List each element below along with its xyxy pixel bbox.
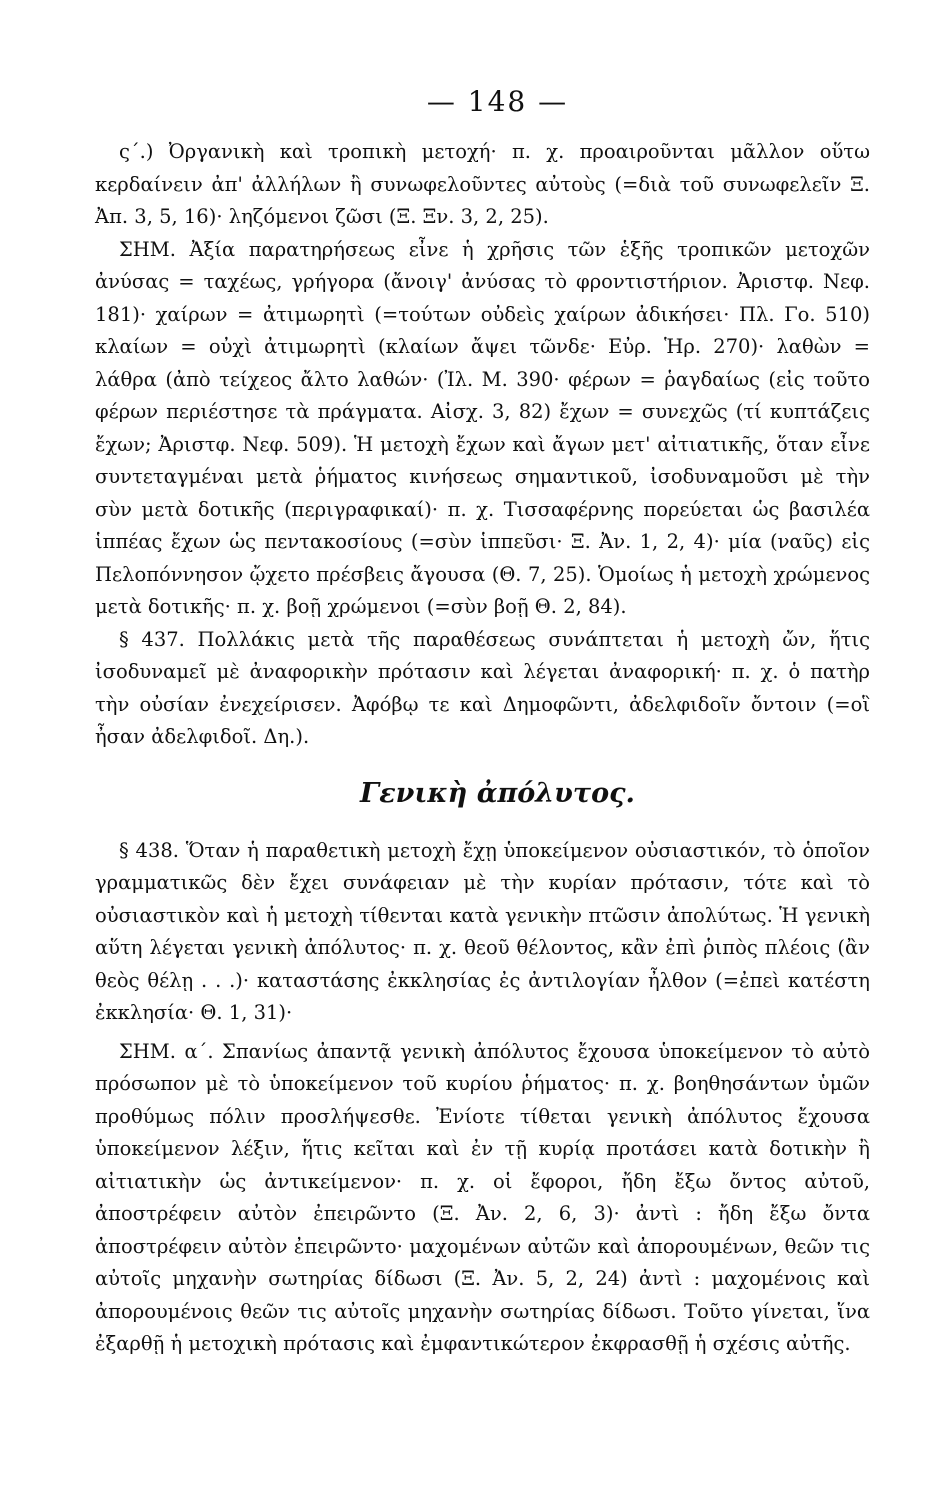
paragraph-organic-participle: ς΄.) Ὀργανικὴ καὶ τροπικὴ μετοχή· π. χ. προαιροῦνται μᾶλλον οὕτω κερδαίνειν ἀπ' ἀλλήλων ἢ συνωφελοῦντες αὐτοὺς (=διὰ τοῦ συνωφελεῖν Ξ. Ἀπ. 3, 5, 16)· ληζόμενοι ζῶσι (Ξ. Ξν. 3, 2, 25). xyxy=(95,140,870,228)
section-title: Γενικὴ ἀπόλυτος. xyxy=(360,777,635,809)
note-genitive-absolute: ΣΗΜ. α΄. Σπανίως ἀπαντᾷ γενικὴ ἀπόλυτος ἔχουσα ὑποκείμενον τὸ αὐτὸ πρόσωπον μὲ τὸ ὑποκείμενον τοῦ κυρίου ῥήματος· π. χ. βοηθησάντων ὑμῶν προθύμως πόλιν προσλήψεσθε. Ἐνίοτε τίθεται γενικὴ ἀπόλυτος ἔχουσα ὑποκείμενον λέξιν, ἥτις κεῖται καὶ ἐν τῇ κυρίᾳ προτάσει κατὰ δοτικὴν ἢ αἰτιατικὴν ὡς ἀντικείμενον· π. χ. οἱ ἔφοροι, ἤδη ἔξω ὄντος αὐτοῦ, ἀποστρέφειν αὐτὸν ἐπειρῶντο (Ξ. Ἀν. 2, 6, 3)· ἀντὶ : ἤδη ἔξω ὄντα ἀποστρέφειν αὐτὸν ἐπειρῶντο· μαχομένων αὐτῶν καὶ ἀπορουμένων, θεῶν τις αὐτοῖς μηχανὴν σωτηρίας δίδωσι (Ξ. Ἀν. 5, 2, 24) ἀντὶ : μαχομένοις καὶ ἀπορουμένοις θεῶν τις αὐτοῖς μηχανὴν σωτηρίας δίδωσι. Τοῦτο γίνεται, ἵνα ἐξαρθῇ ἡ μετοχικὴ πρότασις καὶ ἐμφαντικώτερον ἐκφρασθῇ ἡ σχέσις αὐτῆς. xyxy=(95,1039,870,1355)
paragraph-437: § 437. Πολλάκις μετὰ τῆς παραθέσεως συνάπτεται ἡ μετοχὴ ὤν, ἥτις ἰσοδυναμεῖ μὲ ἀναφορικὴν πρότασιν καὶ λέγεται ἀναφορική· π. χ. ὁ πατὴρ τὴν οὐσίαν ἐνεχείρισεν. Ἀφόβῳ τε καὶ Δημοφῶντι, ἀδελφιδοῖν ὄντοιν (=οἳ ἦσαν ἀδελφιδοῖ. Δη.). xyxy=(95,627,870,748)
paragraph-438: § 438. Ὅταν ἡ παραθετικὴ μετοχὴ ἔχῃ ὑποκείμενον οὐσιαστικόν, τὸ ὁποῖον γραμματικῶς δὲν ἔχει συνάφειαν μὲ τὴν κυρίαν πρότασιν, τότε καὶ τὸ οὐσιαστικὸν καὶ ἡ μετοχὴ τίθενται κατὰ γενικὴν πτῶσιν ἀπολύτως. Ἡ γενικὴ αὕτη λέγεται γενικὴ ἀπόλυτος· π. χ. θεοῦ θέλοντος, κἂν ἐπὶ ῥιπὸς πλέοις (ἂν θεὸς θέλῃ . . .)· καταστάσης ἐκκλησίας ἐς ἀντιλογίαν ἦλθον (=ἐπεὶ κατέστη ἐκκλησία· Θ. 1, 31)· xyxy=(95,838,870,1024)
page-number: — 148 — xyxy=(426,85,569,118)
note-modal-participles: ΣΗΜ. Ἀξία παρατηρήσεως εἶνε ἡ χρῆσις τῶν ἑξῆς τροπικῶν μετοχῶν ἀνύσας = ταχέως, γρήγορα (ἄνοιγ' ἀνύσας τὸ φροντιστήριον. Ἀριστφ. Νεφ. 181)· χαίρων = ἀτιμωρητὶ (=τούτων οὐδεὶς χαίρων ἀδικήσει· Πλ. Γο. 510) κλαίων = οὐχὶ ἀτιμωρητὶ (κλαίων ἄψει τῶνδε· Εὐρ. Ἡρ. 270)· λαθὼν = λάθρα (ἀπὸ τείχεος ἄλτο λαθών· (Ἰλ. Μ. 390· φέρων = ῥαγδαίως (εἰς τοῦτο φέρων περιέστησε τὰ πράγματα. Αἰσχ. 3, 82) ἔχων = συνεχῶς (τί κυπτάζεις ἔχων; Ἀριστφ. Νεφ. 509). Ἡ μετοχὴ ἔχων καὶ ἄγων μετ' αἰτιατικῆς, ὅταν εἶνε συντεταγμέναι μετὰ ῥήματος κινήσεως σημαντικοῦ, ἰσοδυναμοῦσι μὲ τὴν σὺν μετὰ δοτικῆς (περιγραφικαί)· π. χ. Τισσαφέρνης πορεύεται ὡς βασιλέα ἱππέας ἔχων ὡς πεντακοσίους (=σὺν ἱππεῦσι· Ξ. Ἀν. 1, 2, 4)· μία (ναῦς) εἰς Πελοπόννησον ᾤχετο πρέσβεις ἄγουσα (Θ. 7, 25). Ὁμοίως ἡ μετοχὴ χρώμενος μετὰ δοτικῆς· π. χ. βοῇ χρώμενοι (=σὺν βοῇ Θ. 2, 84). xyxy=(95,237,870,618)
